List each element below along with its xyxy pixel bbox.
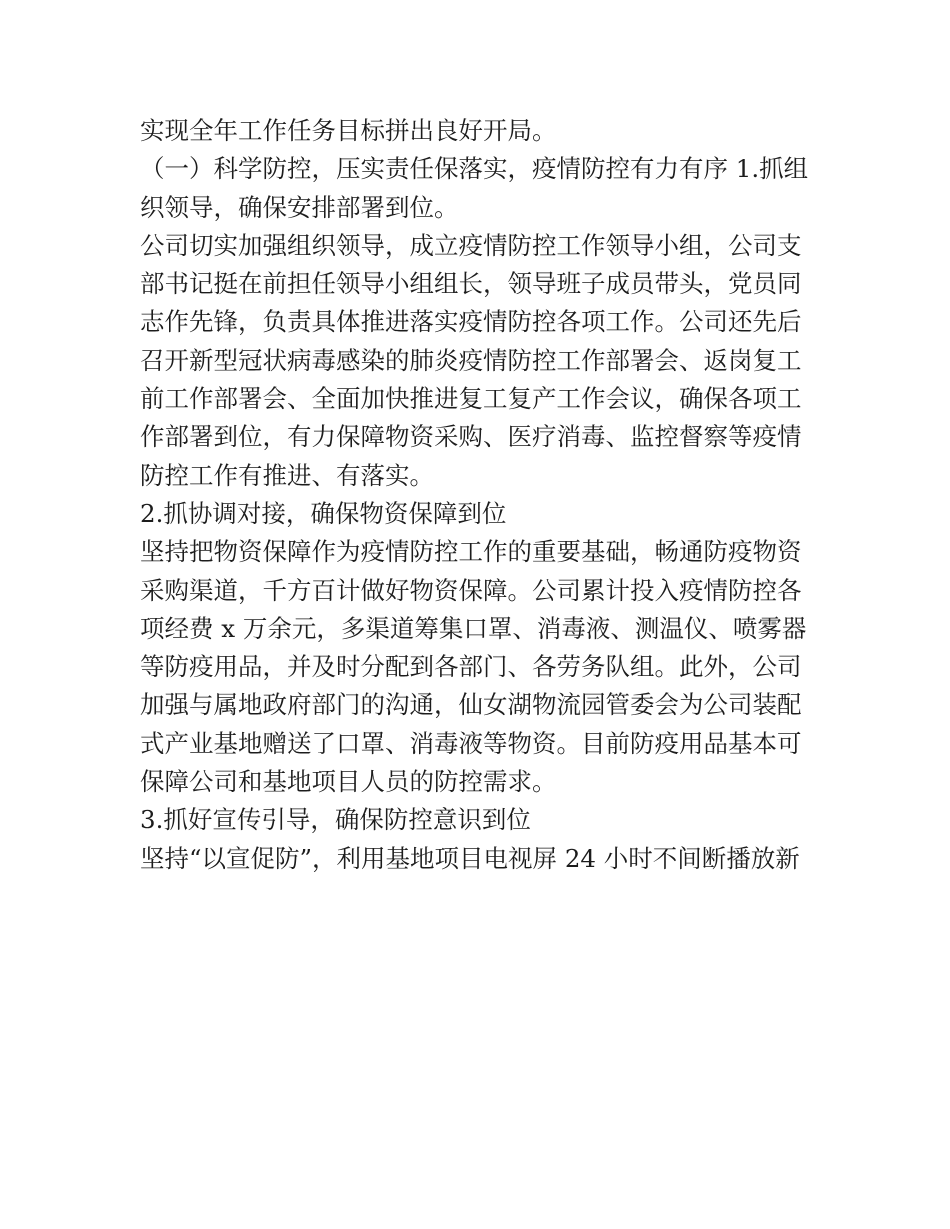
paragraph-1-line: 召开新型冠状病毒感染的肺炎疫情防控工作部署会、返岗复工 xyxy=(140,345,802,375)
section-heading-1-cont: 织领导，确保安排部署到位。 xyxy=(140,192,459,222)
paragraph-2-line: 采购渠道，千方百计做好物资保障。公司累计投入疫情防控各 xyxy=(140,575,802,605)
paragraph-2-line: 式产业基地赠送了口罩、消毒液等物资。目前防疫用品基本可 xyxy=(140,728,802,758)
paragraph-3-line: 坚持“以宣促防”，利用基地项目电视屏 24 小时不间断播放新 xyxy=(140,843,800,873)
paragraph-2-line: 加强与属地政府部门的沟通，仙女湖物流园管委会为公司装配 xyxy=(140,690,802,720)
paragraph-2-line: 坚持把物资保障作为疫情防控工作的重要基础，畅通防疫物资 xyxy=(140,537,802,567)
paragraph-1-line: 作部署到位，有力保障物资采购、医疗消毒、监控督察等疫情 xyxy=(140,422,802,452)
paragraph-2-line: 项经费 x 万余元，多渠道筹集口罩、消毒液、测温仪、喷雾器 xyxy=(140,613,807,643)
paragraph-1-line: 防控工作有推进、有落实。 xyxy=(140,460,434,490)
paragraph-1-line: 部书记挺在前担任领导小组组长，领导班子成员带头，党员同 xyxy=(140,269,802,299)
text-line-intro: 实现全年工作任务目标拼出良好开局。 xyxy=(140,116,557,145)
paragraph-2-line: 等防疫用品，并及时分配到各部门、各劳务队组。此外，公司 xyxy=(140,652,802,682)
paragraph-1-line: 前工作部署会、全面加快推进复工复产工作会议，确保各项工 xyxy=(140,384,802,414)
section-heading-1: （一）科学防控，压实责任保落实，疫情防控有力有序 1.抓组 xyxy=(140,154,809,184)
document-page xyxy=(140,112,812,878)
subheading-2: 2.抓协调对接，确保物资保障到位 xyxy=(140,498,507,528)
paragraph-2-line: 保障公司和基地项目人员的防控需求。 xyxy=(140,767,557,797)
paragraph-1-line: 公司切实加强组织领导，成立疫情防控工作领导小组，公司支 xyxy=(140,230,802,260)
subheading-3: 3.抓好宣传引导，确保防控意识到位 xyxy=(140,805,531,835)
paragraph-1-line: 志作先锋，负责具体推进落实疫情防控各项工作。公司还先后 xyxy=(140,307,802,337)
